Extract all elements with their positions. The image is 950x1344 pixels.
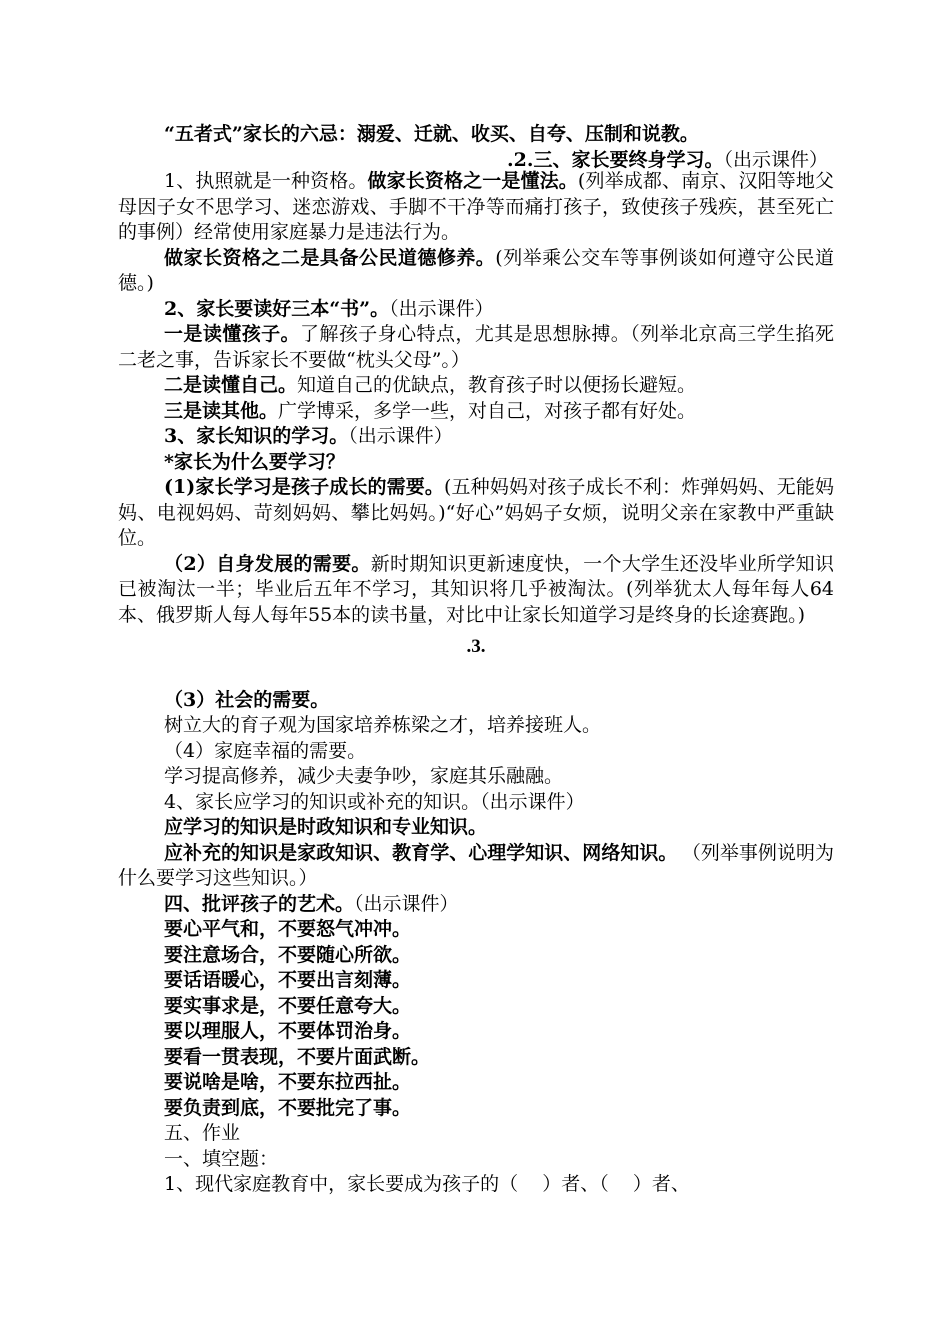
heading-knowledge-note: （出示课件）: [348, 425, 453, 447]
page-gap: [118, 660, 834, 688]
heading-knowledge-types: [118, 790, 834, 816]
art-item-text: 要注意场合，不要随心所欲。: [164, 943, 412, 966]
need-three-bold: （3）社会的需要。: [164, 688, 330, 711]
section-three-title: .2.三、家长要终身学习。: [507, 148, 724, 171]
heading-three-books-bold: 2、家长要读好三本“书”。: [164, 297, 390, 320]
need-two-detail: 新时期知识更新速度快，一个大学生还没毕业所学知识已被淘汰一半；毕业后五年不学习，其知识将几乎被淘汰。(列举犹太人每年每人64本、俄罗斯人每人每年55本的读书量，对比中让家长知道学习是终身的长途赛跑。): [118, 552, 834, 626]
art-item: [118, 1096, 834, 1122]
para-morality-detail: (列举乘公交车等事例谈如何遵守公民道德。): [118, 246, 834, 294]
fill-blank-heading-text: 一、填空题：: [164, 1147, 279, 1170]
page-marker-3-text: .3.: [466, 636, 486, 657]
knowledge-supplement: [118, 841, 834, 892]
need-one-detail: (五种妈妈对孩子成长不利：炸弹妈妈、无能妈妈、电视妈妈、苛刻妈妈、攀比妈妈。)“好心”妈妈子女烦，说明父亲在家教中严重缺位。: [118, 476, 835, 549]
why-learn-question-text: *家长为什么要学习？: [164, 450, 345, 473]
heading-three-books-note: （出示课件）: [389, 297, 494, 320]
art-item: [118, 943, 834, 969]
art-item-text: 要以理服人，不要体罚治身。: [164, 1020, 412, 1042]
knowledge-supplement-note: （列举事例说明为什么要学习这些知识。）: [118, 841, 834, 889]
knowledge-supplement-bold: 应补充的知识是家政知识、教育学、心理学知识、网络知识。: [164, 841, 678, 864]
art-item-text: 要看一贯表现，不要片面武断。: [164, 1045, 431, 1068]
need-three: [118, 688, 834, 714]
read-self: [118, 373, 834, 399]
need-four-title: （4）家庭幸福的需要。: [164, 739, 367, 762]
para-license-lead: 1、执照就是一种资格。: [164, 170, 368, 192]
read-child-bold: 一是读懂孩子。: [164, 323, 300, 345]
read-self-bold: 二是读懂自己。: [164, 374, 298, 396]
document-page: [118, 122, 834, 1198]
heading-criticism-bold: 四、批评孩子的艺术。: [164, 892, 355, 915]
need-one-bold: (1)家长学习是孩子成长的需要。: [164, 476, 445, 498]
fill-blank-heading: [118, 1147, 834, 1173]
para-morality: [118, 246, 834, 297]
heading-criticism-note: （出示课件）: [354, 892, 459, 915]
need-four-text: [118, 764, 834, 790]
art-item: [118, 1045, 834, 1071]
heading-knowledge-bold: 3、家长知识的学习。: [164, 425, 349, 447]
need-four-detail: 学习提高修养，减少夫妻争吵，家庭其乐融融。: [164, 765, 564, 787]
heading-knowledge-types-text: 4、家长应学习的知识或补充的知识。（出示课件）: [164, 790, 585, 813]
heading-three-books: [118, 297, 834, 323]
art-item-text: 要实事求是，不要任意夸大。: [164, 994, 412, 1017]
section-three-note: （出示课件）: [723, 148, 828, 171]
read-other-detail: 广学博采，多学一些，对自己，对孩子都有好处。: [278, 399, 697, 422]
art-item: [118, 994, 834, 1020]
para-license-detail: (列举成都、南京、汉阳等地父母因子女不思学习、迷恋游戏、手脚不干净等而痛打孩子，致使孩子残疾，甚至死亡的事例）经常使用家庭暴力是违法行为。: [118, 170, 834, 243]
read-self-detail: 知道自己的优缺点，教育孩子时以便扬长避短。: [297, 374, 697, 396]
knowledge-learn-text: 应学习的知识是时政知识和专业知识。: [164, 816, 488, 838]
read-child-detail: 了解孩子身心特点，尤其是思想脉搏。（列举北京高三学生掐死二老之事，告诉家长不要做“枕头父母”。）: [118, 323, 834, 371]
art-item: [118, 1070, 834, 1096]
need-one: [118, 475, 834, 552]
para-morality-bold: 做家长资格之二是具备公民道德修养。: [164, 246, 496, 269]
need-three-text: [118, 713, 834, 739]
art-item: [118, 968, 834, 994]
six-taboos-line: [118, 122, 834, 148]
art-item: [118, 1019, 834, 1045]
para-license-bold: 做家长资格之一是懂法。: [367, 170, 578, 192]
knowledge-learn: [118, 815, 834, 841]
heading-knowledge: [118, 424, 834, 450]
page-marker-3: [118, 634, 834, 660]
need-two-bold: （2）自身发展的需要。: [164, 552, 371, 575]
art-item-text: 要说啥是啥，不要东拉西扯。: [164, 1071, 412, 1093]
para-license: [118, 169, 834, 246]
need-three-detail: 树立大的育子观为国家培养栋梁之才，培养接班人。: [164, 714, 602, 736]
homework-heading: [118, 1121, 834, 1147]
read-other-bold: 三是读其他。: [164, 399, 279, 422]
read-other: [118, 399, 834, 425]
read-child: [118, 322, 834, 373]
fill-blank-question-1-text: 1、现代家庭教育中，家长要成为孩子的（ ）者、（ ）者、: [164, 1173, 690, 1195]
homework-heading-text: 五、作业: [164, 1122, 241, 1144]
why-learn-question: [118, 450, 834, 476]
art-item-text: 要负责到底，不要批完了事。: [164, 1096, 412, 1119]
six-taboos-text: “五者式”家长的六忌：溺爱、迁就、收买、自夸、压制和说教。: [164, 123, 699, 145]
heading-criticism: [118, 892, 834, 918]
need-two: [118, 552, 834, 629]
art-item-text: 要心平气和，不要怒气冲冲。: [164, 918, 412, 940]
art-item: [118, 917, 834, 943]
fill-blank-question-1: [118, 1172, 834, 1198]
need-four: [118, 739, 834, 765]
art-item-text: 要话语暖心，不要出言刻薄。: [164, 969, 412, 991]
